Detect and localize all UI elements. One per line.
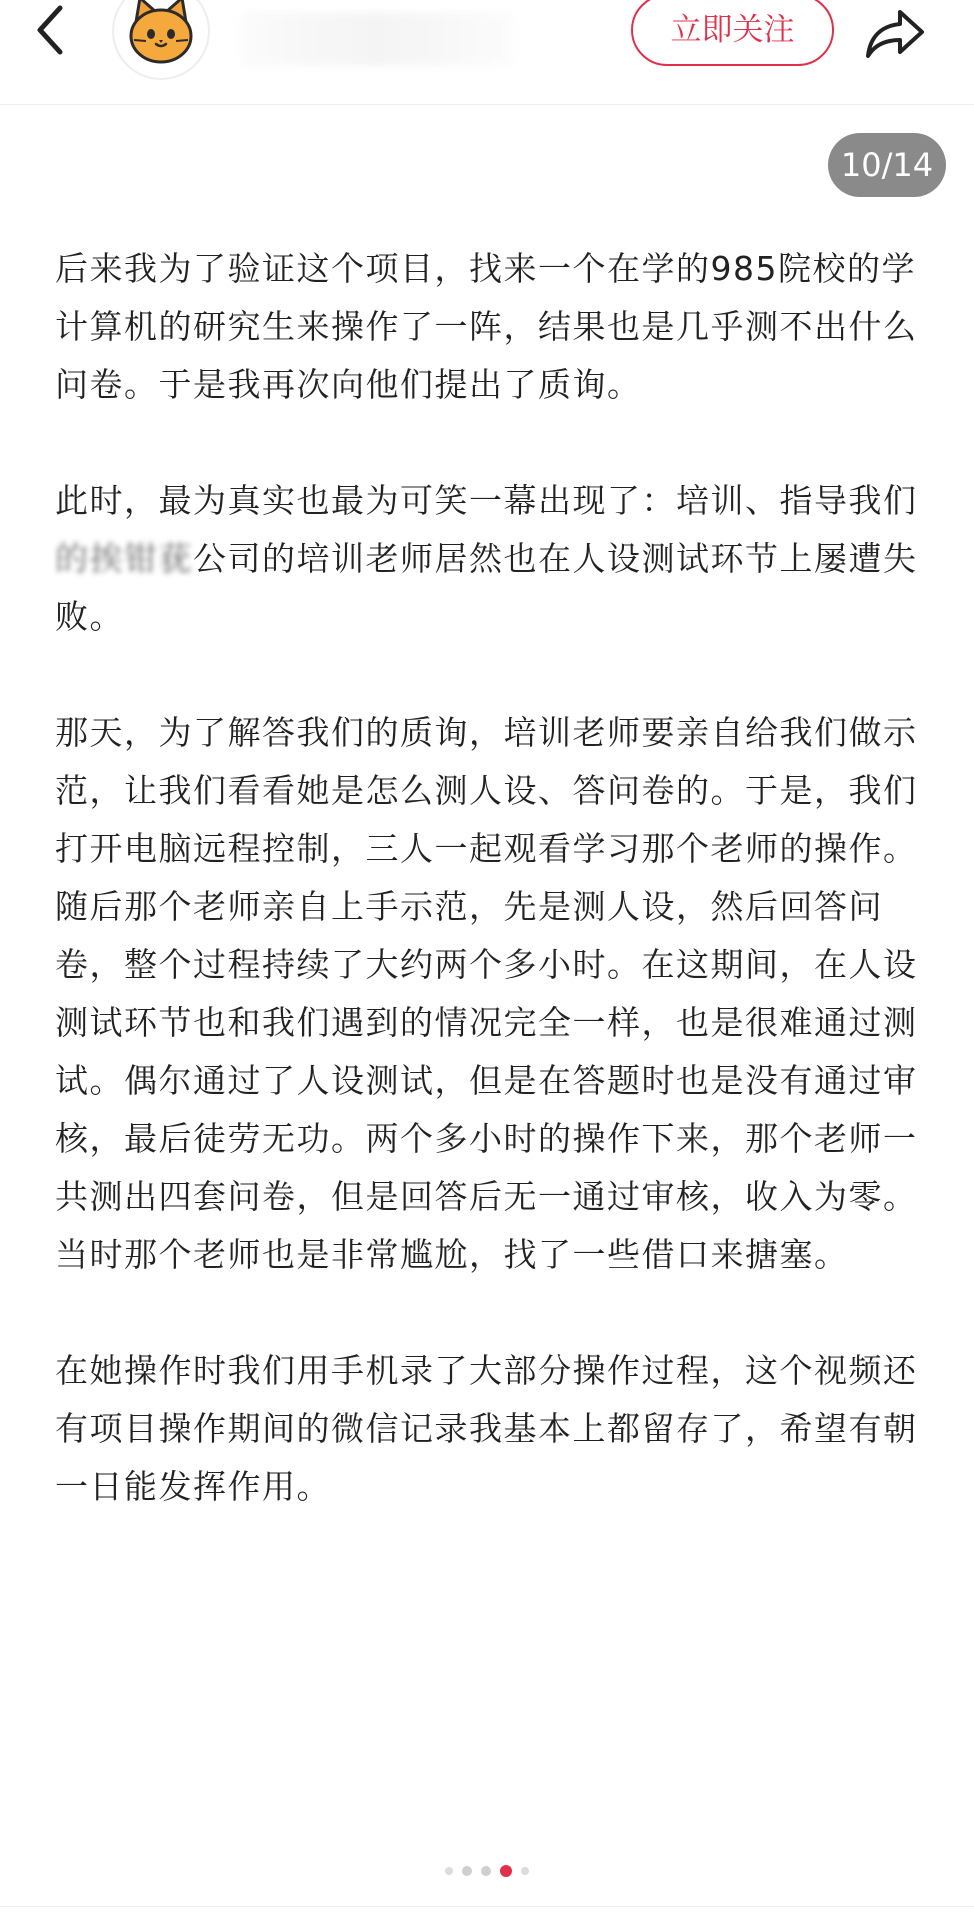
page-counter: 10/14: [828, 133, 946, 197]
paragraph-2-text-before: 此时，最为真实也最为可笑一幕出现了：培训、指导我们: [55, 481, 918, 520]
chevron-left-icon: [30, 0, 80, 70]
page-dot-active: [500, 1865, 512, 1877]
paragraph-2: [55, 472, 935, 646]
avatar[interactable]: [112, 0, 210, 80]
top-bar: [0, 0, 974, 105]
bottom-divider: [0, 1906, 974, 1921]
page-dot: [445, 1867, 453, 1875]
follow-button[interactable]: 立即关注: [631, 0, 834, 66]
article-content: [55, 240, 935, 1574]
paragraph-3: 那天，为了解答我们的质询，培训老师要亲自给我们做示范，让我们看看她是怎么测人设、答问卷的。于是，我们打开电脑远程控制，三人一起观看学习那个老师的操作。随后那个老师亲自上手示范，先是测人设，然后回答问卷，整个过程持续了大约两个多小时。在这期间，在人设测试环节也和我们遇到的情况完全一样，也是很难通过测试。偶尔通过了人设测试，但是在答题时也是没有通过审核，最后徒劳无功。两个多小时的操作下来，那个老师一共测出四套问卷，但是回答后无一通过审核，收入为零。当时那个老师也是非常尴尬，找了一些借口来搪塞。: [55, 713, 918, 1274]
page-dot: [521, 1867, 529, 1875]
redacted-company-name: 的挨钳莸: [55, 539, 193, 578]
page-indicator: [0, 1864, 974, 1878]
username-redacted: [242, 12, 512, 66]
paragraph-4: 在她操作时我们用手机录了大部分操作过程，这个视频还有项目操作期间的微信记录我基本上都留存了，希望有朝一日能发挥作用。: [55, 1351, 918, 1506]
paragraph-2-text-after: 公司的培训老师居然也在人设测试环节上屡遭失败。: [55, 539, 918, 636]
back-button[interactable]: [30, 0, 80, 70]
paragraph-1: 后来我为了验证这个项目，找来一个在学的985院校的学计算机的研究生来操作了一阵，结果也是几乎测不出什么问卷。于是我再次向他们提出了质询。: [55, 249, 918, 404]
page-dot: [462, 1866, 472, 1876]
share-button[interactable]: [862, 6, 928, 62]
page-dot: [481, 1866, 491, 1876]
share-arrow-icon: [862, 6, 928, 62]
cat-face-icon: [114, 0, 208, 78]
